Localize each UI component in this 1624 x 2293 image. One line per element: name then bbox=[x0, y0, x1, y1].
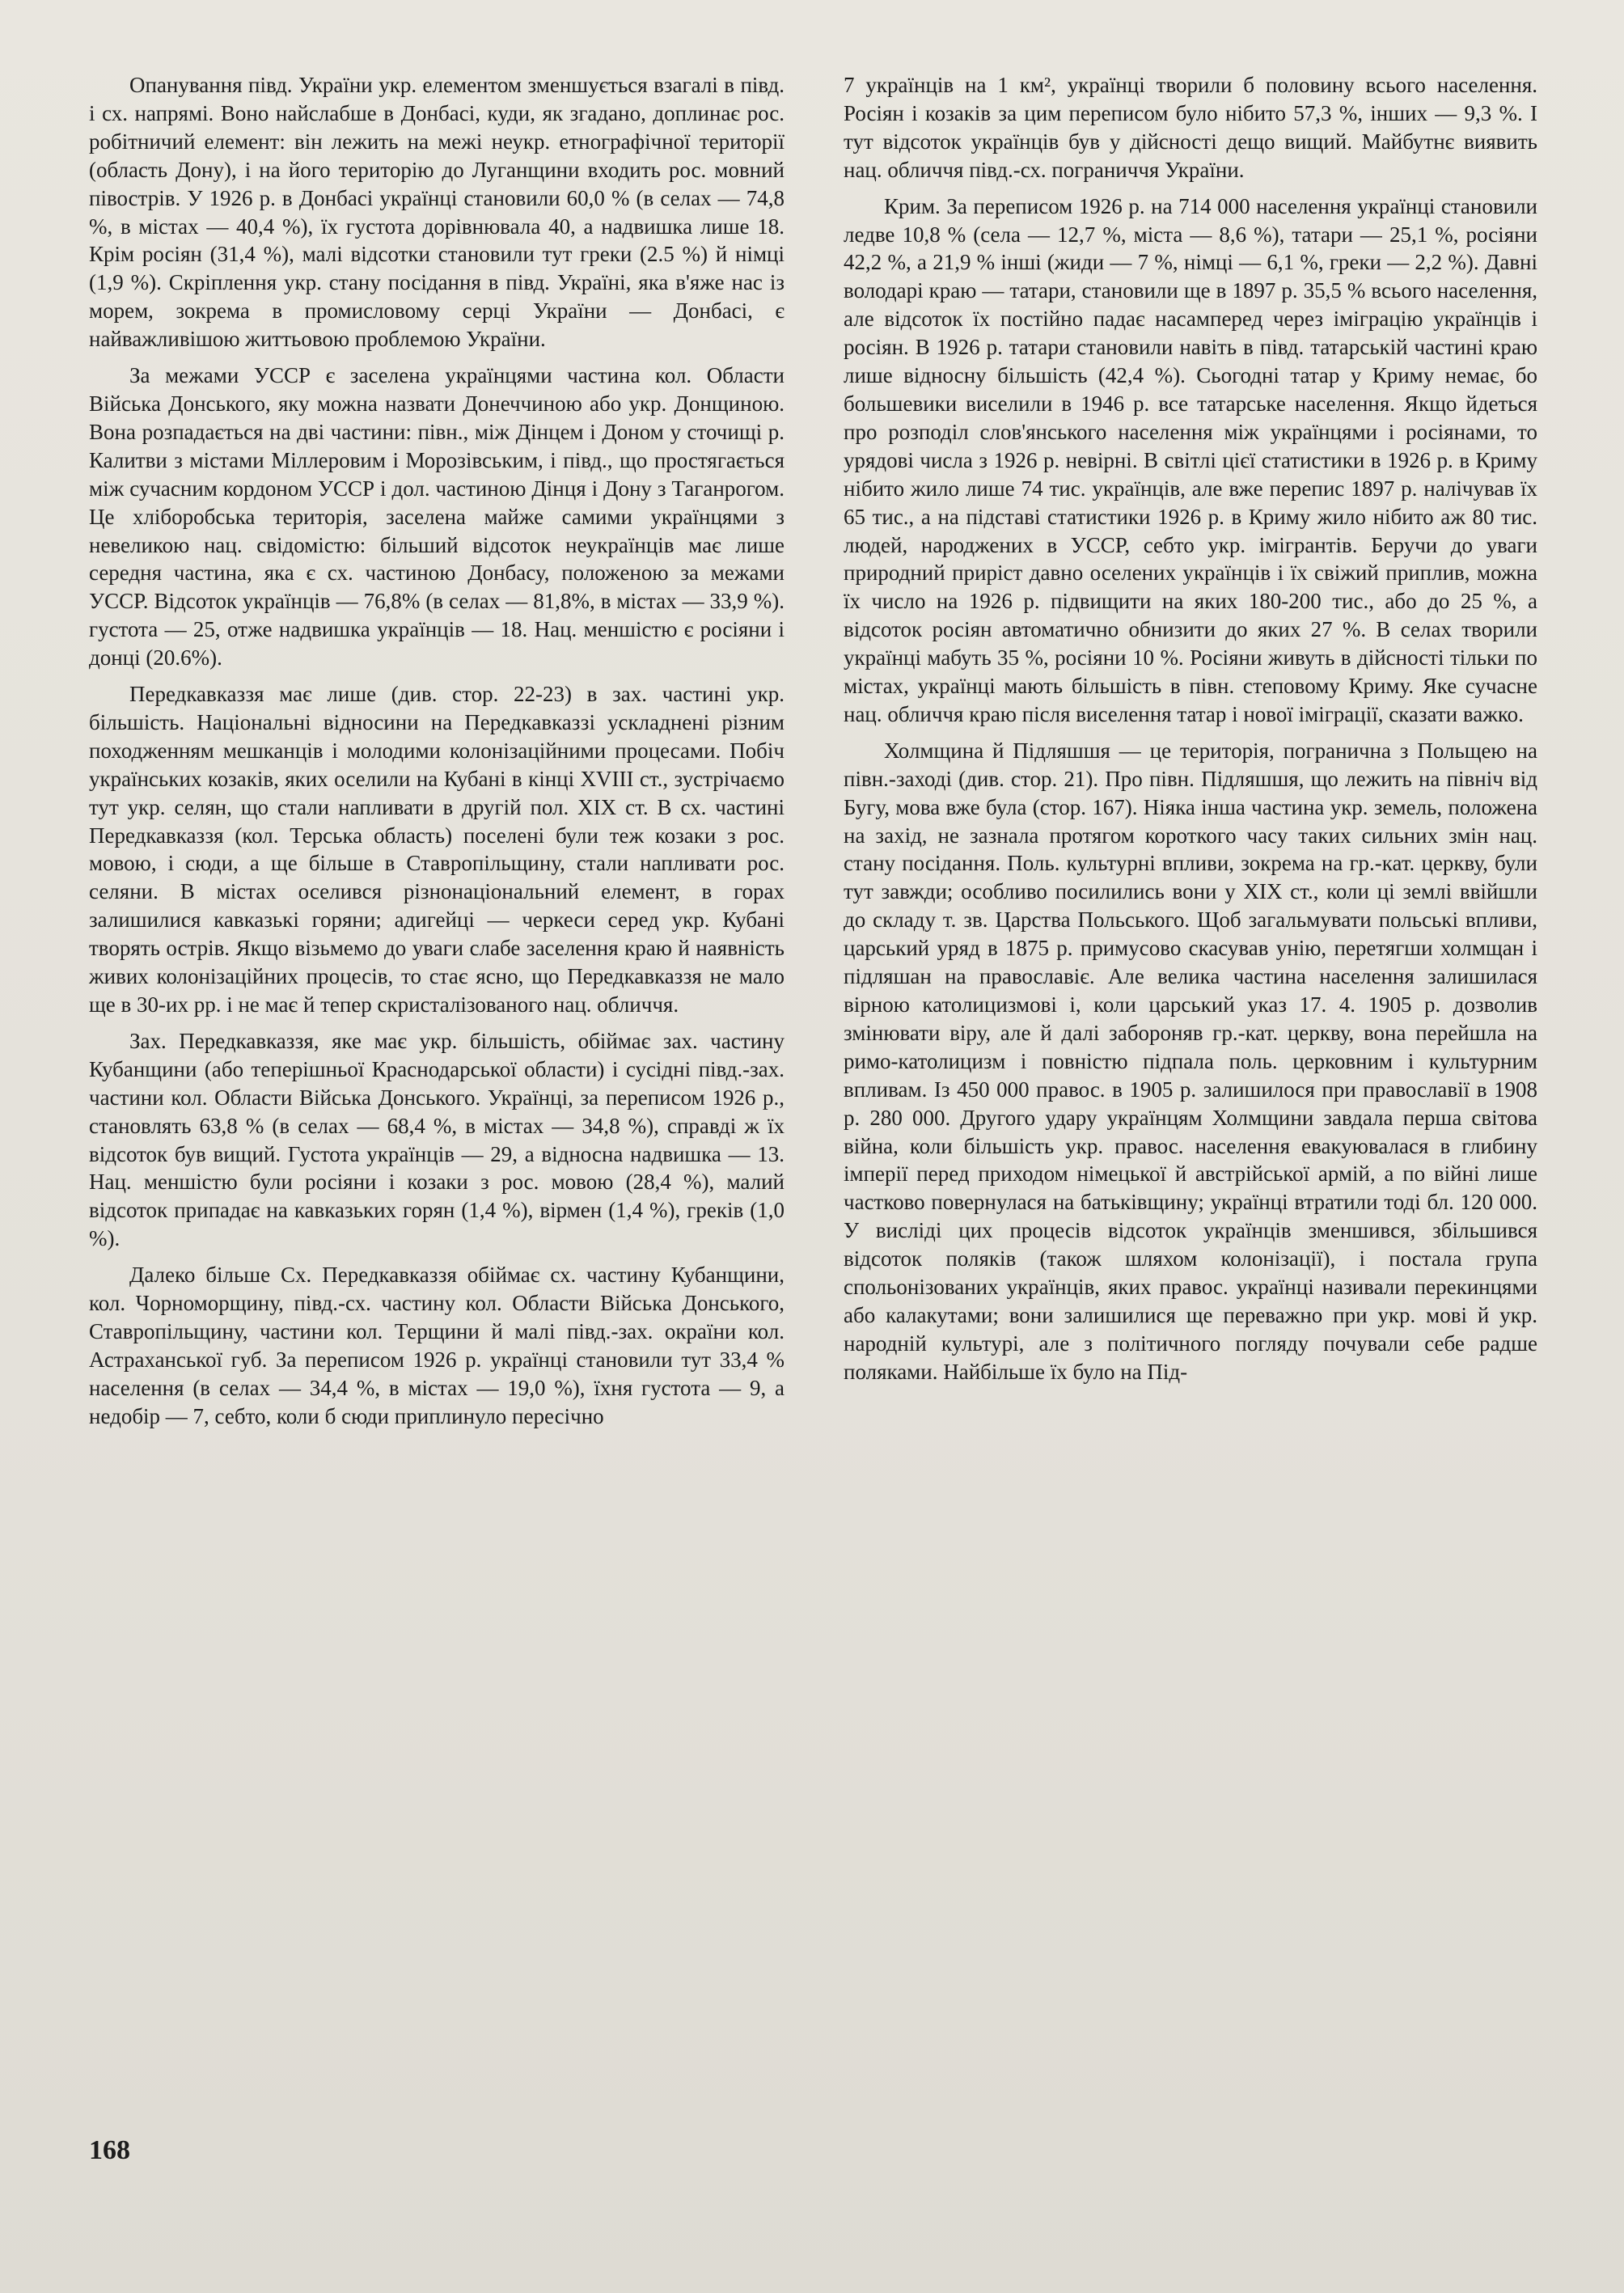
paragraph: Холмщина й Підляшшя — це територія, погранична з Польщею на півн.-заході (див. стор. 21). Про півн. Підляшшя, що лежить на північ від Бугу, мова вже була (стор. 167). Ніяка інша частина укр. земель, положена на захід, не зазнала протягом короткого часу таких сильних змін нац. стану посідання. Поль. культурні впливи, зокрема на гр.-кат. церкву, були тут завжди; особливо посилились вони у XIX ст., коли ці землі ввійшли до складу т. зв. Царства Польського. Щоб загальмувати польські впливи, царський уряд в 1875 р. примусово скасував унію, перетягши холмщан і підляшан на православіє. Але велика частина населення залишилася вірною католицизмові і, коли царський указ 17. 4. 1905 р. дозволив змінювати віру, але й далі забороняв гр.-кат. церкву, вона перейшла на римо-католицизм і повністю підпала поль. церковним і культурним впливам. Із 450 000 правос. в 1905 р. залишилося при православії в 1908 р. 280 000. Другого удару українцям Холмщини завдала перша світова війна, коли більшість укр. правос. населення евакуювалася в глибину імперії перед приходом німецької й австрійської армій, а по війні лише частково повернулася на батьківщину; українці втратили тоді бл. 120 000. У висліді цих процесів відсоток українців зменшився, збільшився відсоток поляків (також шляхом колонізації), і постала група спольонізованих українців, яких правос. українці називали перекинцями або калакутами; вони залишилися ще переважно при укр. мові й укр. народній культурі, але з політичного погляду почували себе радше поляками. Найбільше їх було на Під- bbox=[844, 738, 1537, 1384]
left-column bbox=[89, 71, 785, 1439]
paragraph: Опанування півд. України укр. елементом зменшується взагалі в півд. і сх. напрямі. Воно найслабше в Донбасі, куди, як згадано, доплинає рос. робітничий елемент: він лежить на межі неукр. етнографічної території (область Дону), і на його територію до Луганщини входить рос. мовний півострів. У 1926 р. в Донбасі українці становили 60,0 % (в селах — 74,8 %, в містах — 40,4 %), їх густота дорівнювала 40, а надвишка лише 18. Крім росіян (31,4 %), малі відсотки становили тут греки (2.5 %) й німці (1,9 %). Скріплення укр. стану посідання в півд. Україні, яка в'яже нас із морем, зокрема в промисловому серці України — Донбасі, є найважливішою життьовою проблемою України. bbox=[89, 73, 785, 352]
paragraph: За межами УССР є заселена українцями частина кол. Области Війська Донського, яку можна назвати Донеччиною або укр. Донщиною. Вона розпадається на дві частини: півн., між Дінцем і Доном у сточищі р. Калитви з містами Міллеровим і Морозівським, і півд., що простягається між сучасним кордоном УССР і дол. частиною Дінця і Дону з Таганрогом. Це хліборобська територія, заселена майже самими українцями з невеликою нац. свідомістю: більший відсоток неукраїнців має лише середня частина, яка є сх. частиною Донбасу, положеною за межами УССР. Відсоток українців — 76,8% (в селах — 81,8%, в містах — 33,9 %). густота — 25, отже надвишка українців — 18. Нац. меншістю є росіяни і донці (20.6%). bbox=[89, 363, 785, 671]
page-number: 168 bbox=[89, 2135, 130, 2165]
paragraph: 7 українців на 1 км², українці творили б половину всього населення. Росіян і козаків за цим переписом було нібито 57,3 %, інших — 9,3 %. І тут відсоток українців був у дійсності дещо вищий. Майбутнє виявить нац. обличчя півд.-сх. пограниччя України. bbox=[844, 73, 1537, 182]
paragraph: Крим. За переписом 1926 р. на 714 000 населення українці становили ледве 10,8 % (села — 12,7 %, міста — 8,6 %), татари — 25,1 %, росіяни 42,2 %, а 21,9 % інші (жиди — 7 %, німці — 6,1 %, греки — 2,2 %). Давні володарі краю — татари, становили ще в 1897 р. 35,5 % всього населення, але відсоток їх постійно падає насамперед через іміграцію українців і росіян. В 1926 р. татари становили навіть в півд. татарській частині краю лише відносну більшість (42,4 %). Сьогодні татар у Криму немає, бо большевики виселили в 1946 р. все татарське населення. Якщо йдеться про розподіл слов'янського населення між українцями і росіянами, то урядові числа з 1926 р. невірні. В світлі цієї статистики в 1926 р. в Криму нібито жило лише 74 тис. українців, але вже перепис 1897 р. налічував їх 65 тис., а на підставі статистики 1926 р. в Криму жило нібито аж 80 тис. людей, народжених в УССР, себто укр. імігрантів. Беручи до уваги природний приріст давно оселених українців і їх свіжий приплив, можна їх число на 1926 р. підвищити на яких 180-200 тис., або до 25 %, а відсоток росіян автоматично обнизити до яких 27 %. В селах творили українці мабуть 35 %, росіяни 10 %. Росіяни живуть в дійсності тільки по містах, українці мають більшість в півн. степовому Криму. Яке сучасне нац. обличчя краю після виселення татар і нової іміграції, сказати важко. bbox=[844, 193, 1537, 726]
paragraph: Далеко більше Сх. Передкавказзя обіймає сх. частину Кубанщини, кол. Чорноморщину, півд.-сх. частину кол. Области Війська Донського, Ставропільщину, частини кол. Терщини й малі півд.-зах. окраїни кол. Астраханської губ. За переписом 1926 р. українці становили тут 33,4 % населення (в селах — 34,4 %, в містах — 19,0 %), їхня густота — 9, а недобір — 7, себто, коли б сюди приплинуло пересічно bbox=[89, 1263, 785, 1428]
paragraph: Передкавказзя має лише (див. стор. 22-23) в зах. частині укр. більшість. Національні відносини на Передкавказзі ускладнені різним походженням мешканців і молодими колонізаційними процесами. Побіч українських козаків, яких оселили на Кубані в кінці XVIII ст., зустрічаємо тут укр. селян, що стали напливати в другій пол. XIX ст. В сх. частині Передкавказзя (кол. Терська область) поселені були теж козаки з рос. мовою, і сюди, а ще більше в Ставропільщину, стали напливати рос. селяни. В містах оселився різнонаціональний елемент, в горах залишилися кавказькі горяни; адигейці — черкеси серед укр. Кубані творять острів. Якщо візьмемо до уваги слабе заселення краю й наявність живих колонізаційних процесів, то стає ясно, що Передкавказзя не мало ще в 30-их рр. і не має й тепер скристалізованого нац. обличчя. bbox=[89, 682, 785, 1017]
right-column bbox=[844, 71, 1537, 1394]
paragraph: Зах. Передкавказзя, яке має укр. більшість, обіймає зах. частину Кубанщини (або теперішньої Краснодарської области) і сусідні півд.-зах. частини кол. Области Війська Донського. Українці, за переписом 1926 р., становлять 63,8 % (в селах — 68,4 %, в містах — 34,8 %), справді ж їх відсоток був вищий. Густота українців — 29, а відносна надвишка — 13. Нац. меншістю були росіяни і козаки з рос. мовою (28,4 %), малий відсоток припадає на кавказьких горян (1,4 %), вірмен (1,4 %), греків (1,0 %). bbox=[89, 1028, 785, 1251]
